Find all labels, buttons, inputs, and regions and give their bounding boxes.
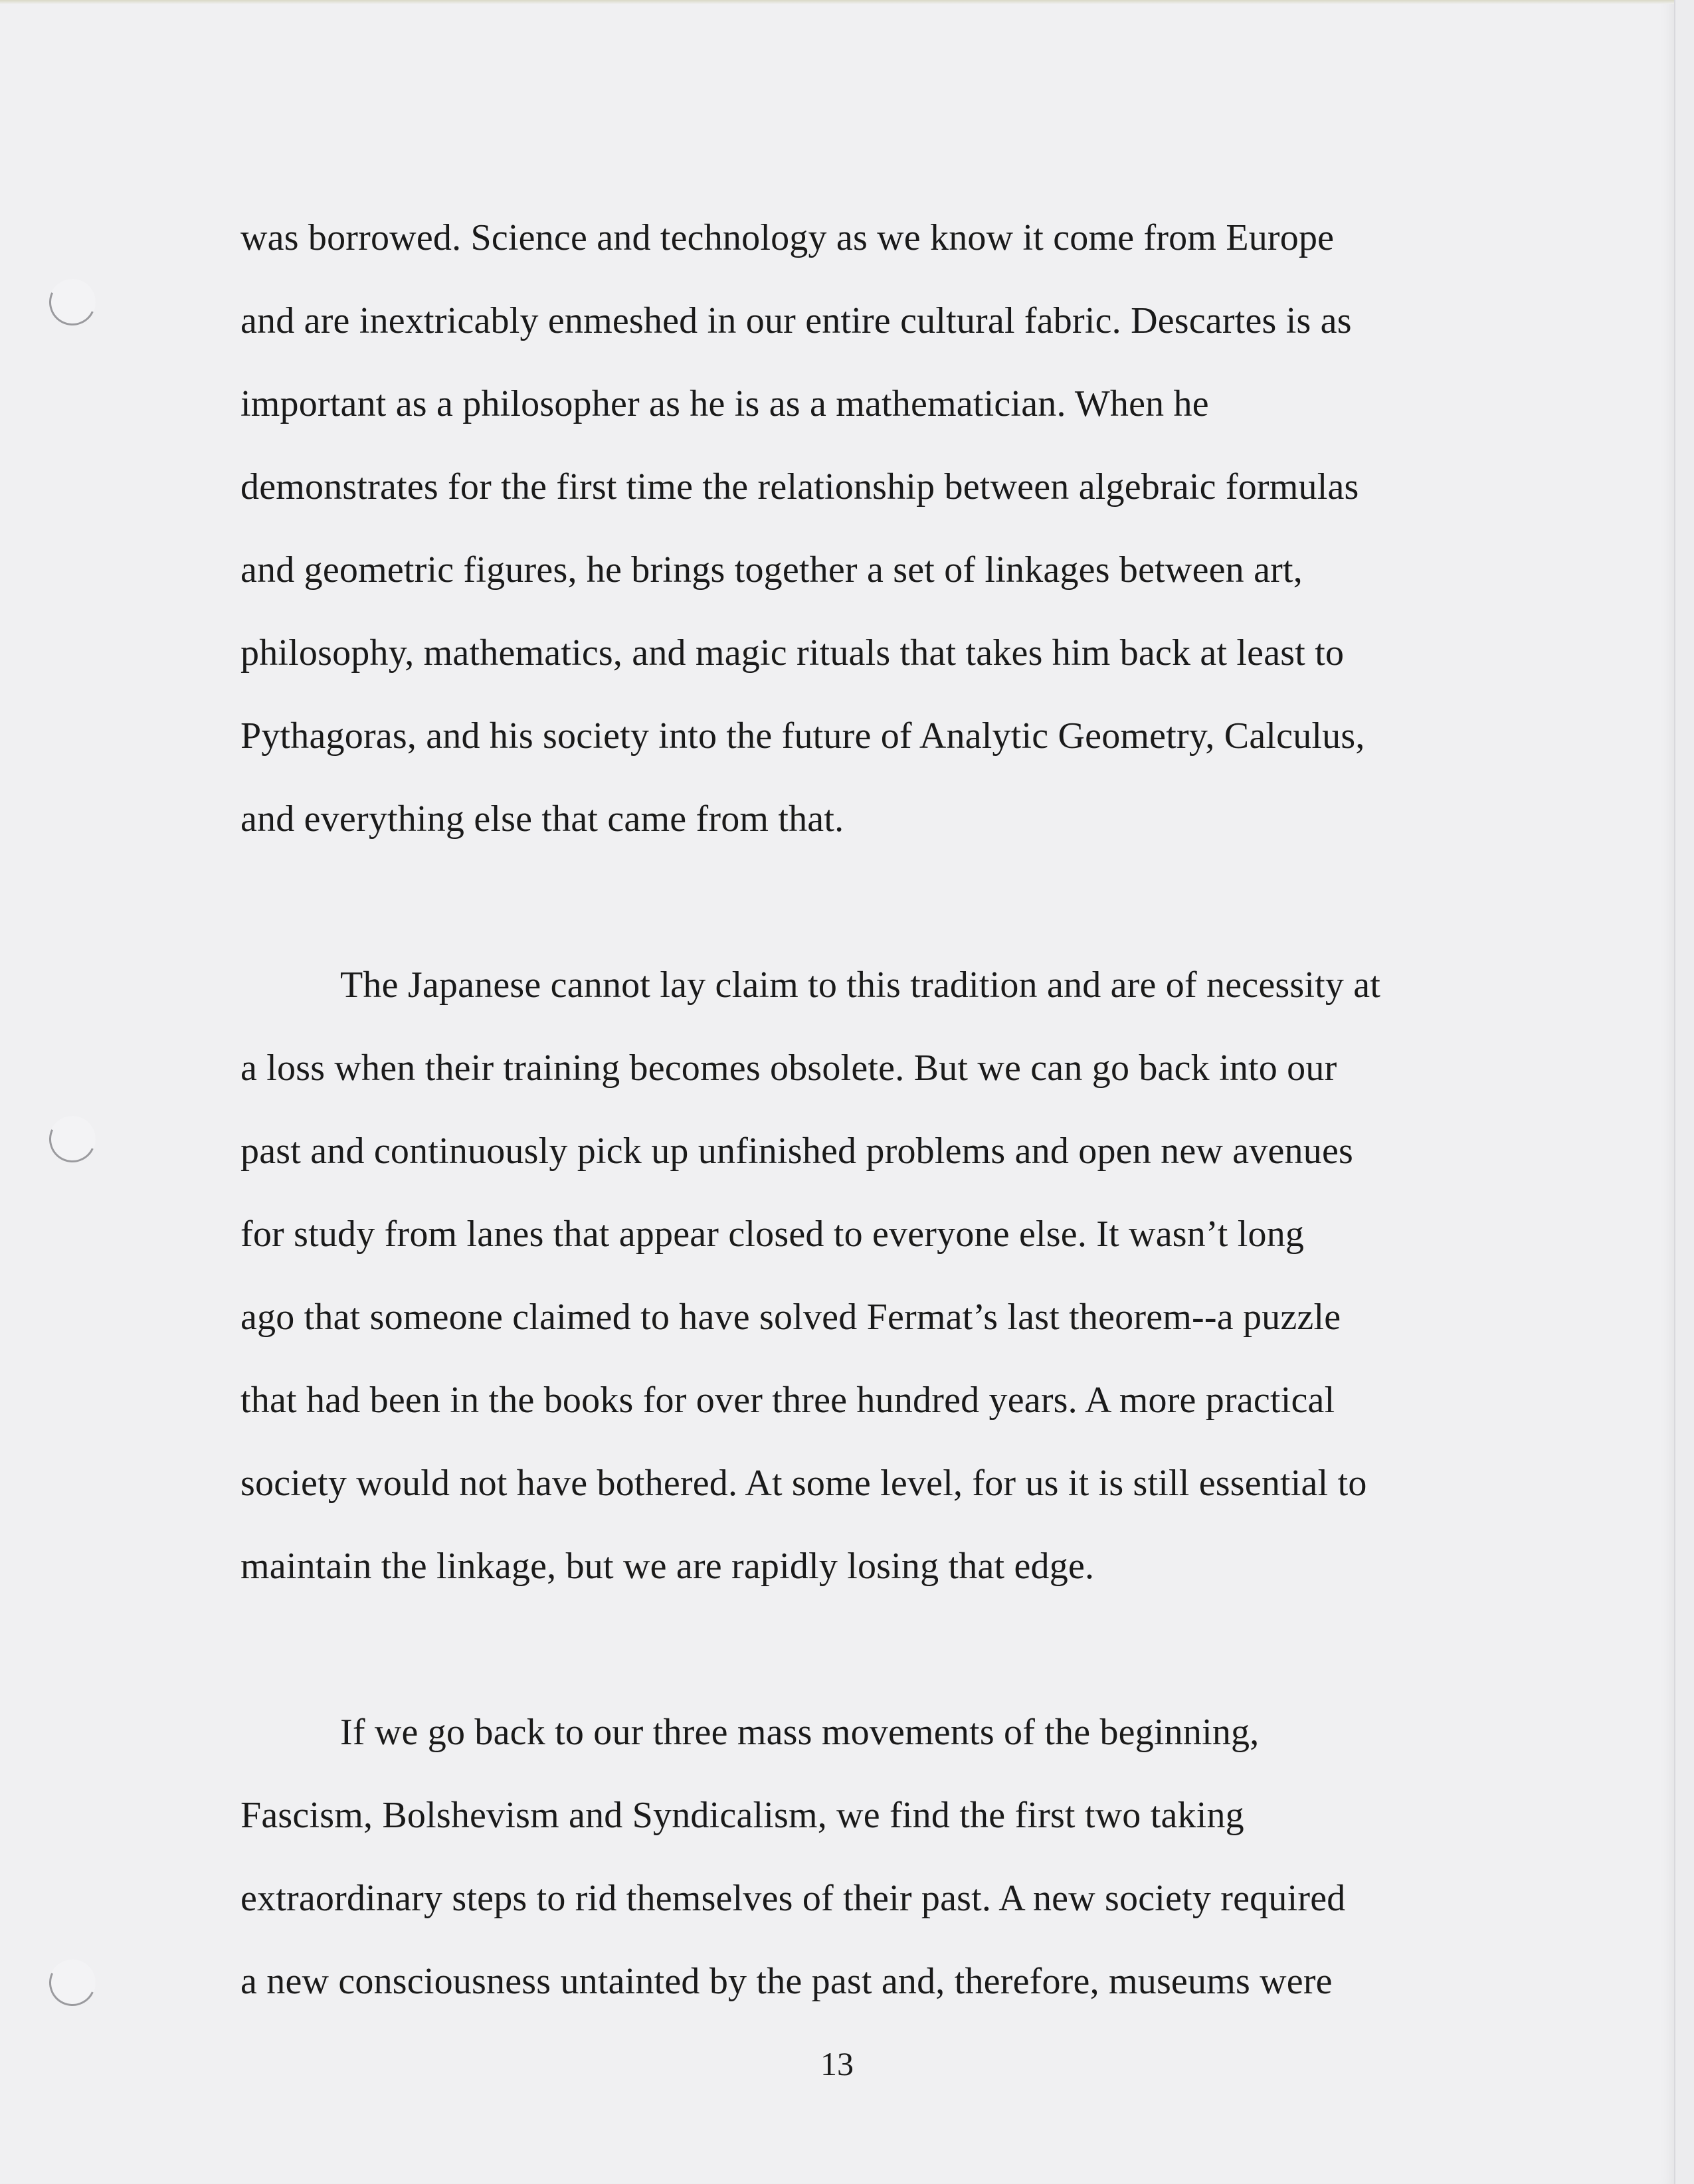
text-line: Pythagoras, and his society into the future of Analytic Geometry, Calculus, xyxy=(240,715,1365,757)
paragraph-3 xyxy=(240,1691,1436,2023)
paragraph-2 xyxy=(240,944,1436,1608)
punch-hole xyxy=(43,272,102,332)
text-line: and geometric figures, he brings together a set of linkages between art, xyxy=(240,549,1303,591)
text-line: was borrowed. Science and technology as we know it come from Europe xyxy=(240,217,1335,258)
text-line: The Japanese cannot lay claim to this tradition and are of necessity at xyxy=(340,964,1381,1006)
page-top-edge xyxy=(0,0,1674,4)
text-line: demonstrates for the first time the relationship between algebraic formulas xyxy=(240,466,1359,507)
text-line: a new consciousness untainted by the past and, therefore, museums were xyxy=(240,1961,1333,2002)
page-number: 13 xyxy=(820,2045,854,2082)
paragraph-1 xyxy=(240,197,1436,861)
text-line: past and continuously pick up unfinished problems and open new avenues xyxy=(240,1131,1353,1172)
text-line: and everything else that came from that. xyxy=(240,798,844,840)
text-line: that had been in the books for over three hundred years. A more practical xyxy=(240,1380,1335,1421)
text-line: a loss when their training becomes obsolete. But we can go back into our xyxy=(240,1047,1337,1089)
text-line: If we go back to our three mass movements of the beginning, xyxy=(340,1712,1260,1753)
text-line: and are inextricably enmeshed in our entire cultural fabric. Descartes is as xyxy=(240,300,1352,341)
text-line: ago that someone claimed to have solved Fermat’s last theorem--a puzzle xyxy=(240,1297,1341,1338)
text-line: important as a philosopher as he is as a mathematician. When he xyxy=(240,383,1209,424)
punch-hole xyxy=(43,1109,102,1169)
text-line: philosophy, mathematics, and magic rituals that takes him back at least to xyxy=(240,632,1345,674)
punch-hole xyxy=(43,1953,102,2013)
text-line: extraordinary steps to rid themselves of their past. A new society required xyxy=(240,1878,1346,1919)
text-line: for study from lanes that appear closed to everyone else. It wasn’t long xyxy=(240,1214,1305,1255)
body-text xyxy=(240,197,1436,2023)
text-line: Fascism, Bolshevism and Syndicalism, we find the first two taking xyxy=(240,1795,1244,1836)
text-line: society would not have bothered. At some level, for us it is still essential to xyxy=(240,1463,1367,1504)
paragraph-spacer xyxy=(240,861,1436,944)
paragraph-spacer xyxy=(240,1608,1436,1691)
text-line: maintain the linkage, but we are rapidly losing that edge. xyxy=(240,1546,1095,1587)
